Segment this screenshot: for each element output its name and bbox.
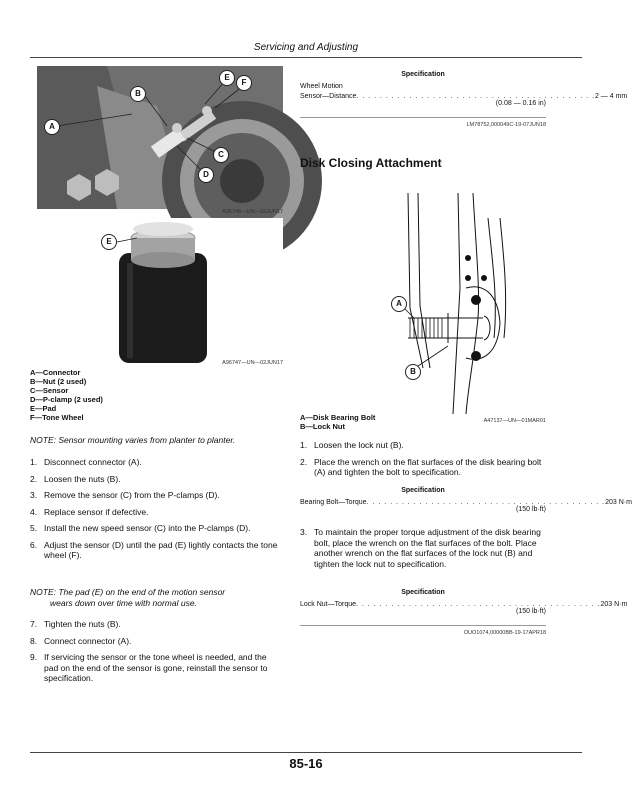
step-number: 7.: [30, 619, 38, 629]
spec-block-lock-nut: [300, 589, 628, 615]
legend-item: B—Lock Nut: [300, 422, 345, 431]
step-text: Loosen the lock nut (B).: [314, 440, 404, 450]
legend-item: E—Pad: [30, 404, 57, 413]
spec-title: Specification: [401, 487, 445, 494]
page-number: 85-16: [289, 756, 323, 771]
legend-item: F—Tone Wheel: [30, 413, 84, 422]
note-pad-wear-line2: wears down over time with normal use.: [50, 598, 197, 608]
step-item: [300, 457, 548, 478]
step-text: Tighten the nuts (B).: [44, 619, 121, 629]
note-pad-wear: [30, 587, 285, 609]
step-number: 6.: [30, 539, 38, 550]
callout-e-pad: E: [101, 234, 117, 250]
photo2-caption: A96747—UN—02JUN17: [222, 360, 283, 366]
spec-label: Bearing Bolt—Torque: [300, 499, 367, 506]
spec-title: Specification: [401, 589, 445, 596]
step-text: Loosen the nuts (B).: [44, 473, 121, 484]
spec-value: 203 N·m: [600, 601, 628, 608]
callout-a: A: [44, 119, 60, 135]
step-item: [300, 527, 548, 569]
step-item: [30, 490, 282, 501]
step-text: If servicing the sensor or the tone wheel is needed, and the pad on the end of the sensor is gone, reinstall the sensor to specification.: [44, 652, 268, 683]
step-number: 8.: [30, 635, 38, 646]
legend-item: A—Connector: [30, 368, 81, 377]
step-text: Remove the sensor (C) from the P-clamps (D).: [44, 490, 220, 500]
spec-alt-value: (150 lb·ft): [516, 506, 546, 513]
reference-code-2: OUO1074,00000BB-19-17APR18: [463, 630, 546, 636]
spec-value: 2 — 4 mm: [594, 93, 628, 100]
step-number: 9.: [30, 652, 38, 662]
step-item: [30, 540, 282, 561]
spec-group: Wheel Motion: [300, 83, 343, 90]
steps-list-2: [30, 619, 278, 684]
pad-photo: [37, 218, 283, 360]
spec-title: Specification: [401, 71, 445, 78]
step-text: Place the wrench on the flat surfaces of the disk bearing bolt (A) and tighten the bolt to specification.: [314, 456, 542, 477]
callout-c: C: [213, 147, 229, 163]
spec-block-bearing-bolt: [300, 487, 632, 513]
callout-f: F: [236, 75, 252, 91]
callout-e: E: [219, 70, 235, 86]
disk-closing-figure: [388, 188, 530, 414]
step-item: [30, 523, 282, 534]
callout-b-locknut: B: [405, 364, 421, 380]
footer-rule: [30, 752, 582, 753]
disk-legend: [300, 413, 500, 431]
step-number: 3.: [30, 490, 38, 500]
spec1-rule: [300, 117, 546, 118]
note-pad-wear-line1: NOTE: The pad (E) on the end of the motion sensor: [30, 587, 226, 597]
spec3-rule: [300, 625, 546, 626]
header-rule: [30, 57, 582, 58]
step-text: Replace sensor if defective.: [44, 506, 149, 517]
step-number: 2.: [30, 473, 38, 484]
note-sensor-mounting: NOTE: Sensor mounting varies from planter to planter.: [30, 435, 236, 445]
legend-item: B—Nut (2 used): [30, 377, 87, 386]
spec-row: [300, 93, 628, 100]
step-item: [30, 507, 282, 518]
sensor-legend: [30, 368, 280, 422]
step-item: [30, 652, 278, 684]
sensor-photo: [37, 66, 283, 209]
step-item: [30, 619, 278, 630]
callout-d: D: [198, 167, 214, 183]
spec-label: Lock Nut—Torque: [300, 601, 357, 608]
section-title: Disk Closing Attachment: [300, 156, 442, 170]
step-text: Connect connector (A).: [44, 635, 132, 646]
pad-photo-illustration: [37, 218, 283, 360]
step-number: 5.: [30, 523, 38, 533]
photo1-caption: A96746—UN—02JUN17: [222, 209, 283, 215]
spec-leader-dots: . . . . . . . . . . . . . . . . . . . . . . . . . . . . . . . . . . . . . . . . .: [366, 499, 606, 506]
page-header-title: Servicing and Adjusting: [253, 42, 359, 53]
step-item: [30, 474, 282, 485]
legend-item: A—Disk Bearing Bolt: [300, 413, 376, 422]
step-item: [300, 440, 548, 451]
step-text: Adjust the sensor (D) until the pad (E) lightly contacts the tone wheel (F).: [44, 539, 278, 560]
step-number: 4.: [30, 506, 38, 517]
disk-steps-list-2: [300, 527, 548, 569]
step-number: 3.: [300, 527, 308, 537]
step-item: [30, 636, 278, 647]
reference-code-1: LM78752,000049C-19-07JUN18: [466, 122, 546, 128]
spec-row: [300, 499, 632, 506]
legend-item: C—Sensor: [30, 386, 69, 395]
disk-steps-list-1: [300, 440, 548, 478]
disk-closing-drawing: [388, 188, 530, 414]
spec-leader-dots: . . . . . . . . . . . . . . . . . . . . . . . . . . . . . . . . . . . . . . . . .: [356, 93, 595, 100]
spec-label: Sensor—Distance: [300, 93, 357, 100]
spec-value: 203 N·m: [605, 499, 632, 506]
step-number: 2.: [300, 456, 308, 467]
spec-alt-value: (150 lb·ft): [516, 608, 546, 615]
legend-item: D—P-clamp (2 used): [30, 395, 103, 404]
step-text: To maintain the proper torque adjustment of the disk bearing bolt, place the wrench on the flat surfaces of the bolt. Place another wrench on the flat surfaces of the lock nut (B) and tighten the lock nut to specification.: [314, 527, 541, 569]
figure-caption: A47137—UN—01MAR01: [483, 418, 546, 424]
step-number: 1.: [30, 457, 38, 467]
step-text: Disconnect connector (A).: [44, 457, 142, 467]
step-number: 1.: [300, 440, 308, 450]
spec-leader-dots: . . . . . . . . . . . . . . . . . . . . . . . . . . . . . . . . . . . . . . . . . .: [356, 601, 601, 608]
steps-list-1: [30, 457, 282, 561]
spec-row: [300, 601, 628, 608]
step-item: [30, 457, 282, 468]
callout-a-bolt: A: [391, 296, 407, 312]
callout-b: B: [130, 86, 146, 102]
spec-block-sensor-distance: [300, 71, 628, 107]
spec-alt-value: (0.08 — 0.16 in): [495, 100, 546, 107]
step-text: Install the new speed sensor (C) into the P-clamps (D).: [44, 523, 251, 533]
